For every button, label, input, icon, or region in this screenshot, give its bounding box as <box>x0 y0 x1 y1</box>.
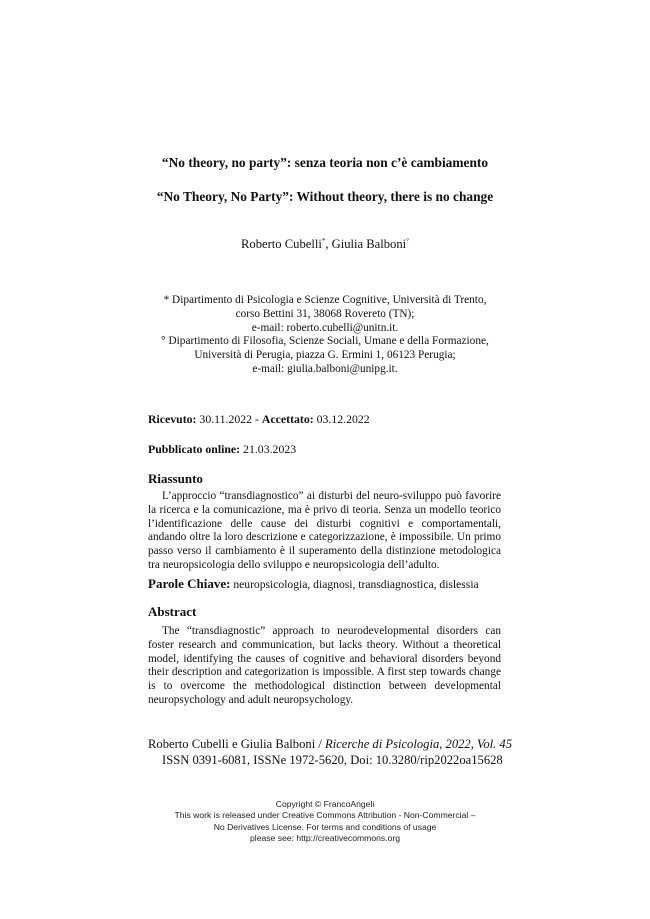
english-title: “No Theory, No Party”: Without theory, there is no change <box>156 189 494 204</box>
affiliation-line: ° Dipartimento di Filosofia, Scienze Sociali, Umane e della Formazione, <box>161 335 489 348</box>
affiliation-line: * Dipartimento di Psicologia e Scienze Cognitive, Università di Trento, <box>163 294 487 306</box>
keywords-value: neuropsicologia, diagnosi, transdiagnostica, dislessia <box>230 578 479 591</box>
received-accepted-dates <box>148 412 370 427</box>
published-date: 21.03.2023 <box>240 442 297 456</box>
keywords-line <box>148 576 479 592</box>
riassunto-text: L’approccio “transdiagnostico” ai disturbi del neuro-sviluppo può favorire la ricerca e la comunicazione, ma è privo di teoria. Senza un modello teorico l’identificazione delle cause dei disturbi cognitivi e comportamentali, andando oltre la loro descrizione e categorizzazione, è impossibile. Un primo passo verso il cambiamento è il superamento della distinzione metodologica tra neuropsicologia dello sviluppo e neuropsicologia dell’adulto. <box>148 490 501 571</box>
affiliations <box>0 294 650 377</box>
published-online-date <box>148 442 296 457</box>
keywords-label: Parole Chiave: <box>148 576 231 591</box>
license-url-line: please see: http://creativecommons.org <box>250 832 400 843</box>
author-separator: , <box>325 237 332 251</box>
author-name: Giulia Balboni <box>331 237 407 251</box>
affiliation-mark: ° <box>406 237 409 245</box>
affiliation-mark: * <box>321 237 326 245</box>
copyright-line: Copyright © FrancoAngeli <box>275 799 375 809</box>
email-line: e-mail: roberto.cubelli@unitn.it. <box>251 321 399 334</box>
license-footer <box>0 799 650 844</box>
published-label: Pubblicato online: <box>148 442 241 456</box>
riassunto-heading: Riassunto <box>148 471 203 486</box>
abstract-heading: Abstract <box>148 604 197 619</box>
received-date: 30.11.2022 - <box>196 412 262 426</box>
email-line: e-mail: giulia.balboni@unipg.it. <box>252 362 398 375</box>
author-line <box>0 237 650 252</box>
abstract-text: The “transdiagnostic” approach to neurodevelopmental disorders can foster research and communication, but lacks theory. Without a theoretical model, identifying the causes of cognitive and behavioral disorders beyond their description and categorization is impossible. A first step towards change is to overcome the methodological distinction between developmental neuropsychology and adult neuropsychology. <box>148 625 501 706</box>
affiliation-line: Università di Perugia, piazza G. Ermini 1, 06123 Perugia; <box>194 349 456 362</box>
received-label: Ricevuto: <box>148 412 197 426</box>
issn-doi-line: ISSN 0391-6081, ISSNe 1972-5620, Doi: 10.3280/rip2022oa15628 <box>162 752 503 767</box>
citation-line <box>148 737 512 753</box>
affiliation-line: corso Bettini 31, 38068 Rovereto (TN); <box>235 307 415 320</box>
license-line: This work is released under Creative Commons Attribution - Non-Commercial – <box>174 810 476 821</box>
journal-reference: Ricerche di Psicologia, 2022, Vol. 45 <box>325 737 513 751</box>
citation-block <box>148 737 512 768</box>
italian-title: “No theory, no party”: senza teoria non c’è cambiamento <box>161 155 489 170</box>
license-line: No Derivatives License. For terms and conditions of usage <box>213 821 437 832</box>
citation-authors: Roberto Cubelli e Giulia Balboni / <box>148 737 325 751</box>
author-name: Roberto Cubelli <box>241 237 322 251</box>
accepted-label: Accettato: <box>261 412 314 426</box>
accepted-date: 03.12.2022 <box>313 412 370 426</box>
